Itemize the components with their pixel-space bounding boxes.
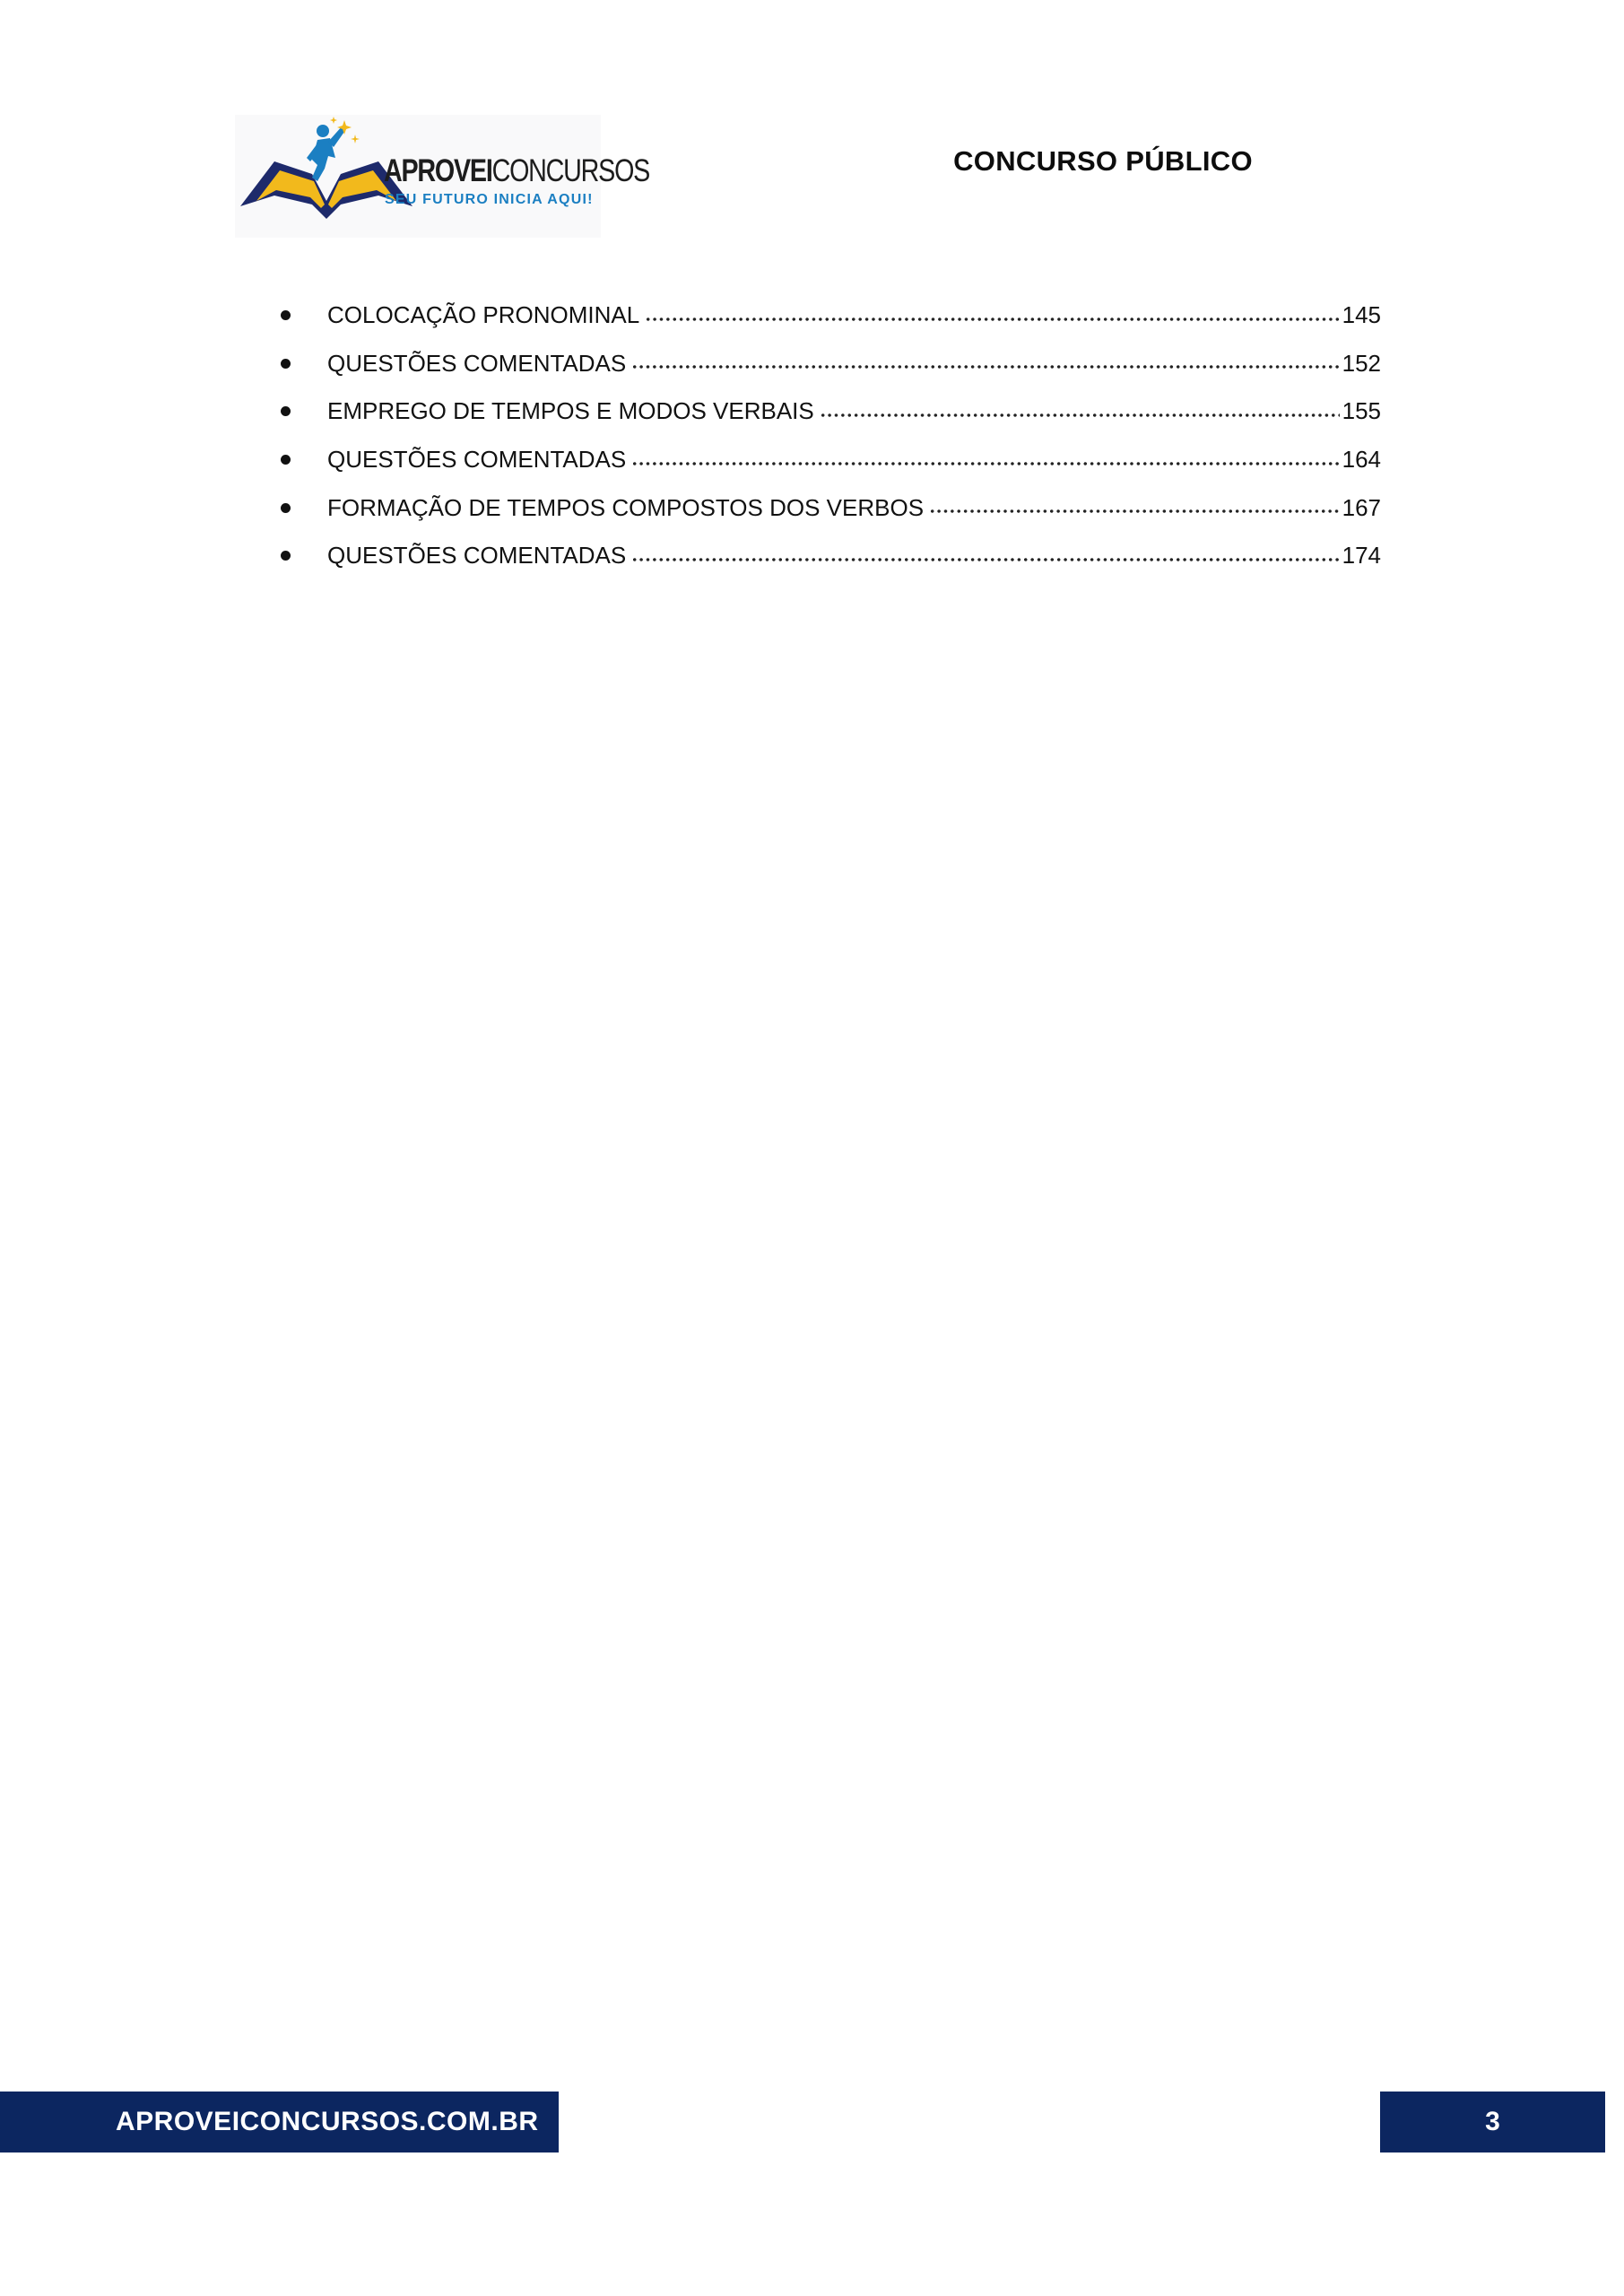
toc-entry-label: QUESTÕES COMENTADAS <box>327 349 627 377</box>
bullet-icon <box>274 503 327 513</box>
toc-entry[interactable] <box>274 436 1381 484</box>
toc-entry-label: FORMAÇÃO DE TEMPOS COMPOSTOS DOS VERBOS <box>327 493 925 521</box>
page-number: 3 <box>1485 2107 1500 2136</box>
toc-entry-page-number: 164 <box>1342 446 1381 474</box>
logo-tagline: SEU FUTURO INICIA AQUI! <box>385 192 594 207</box>
bullet-dot <box>281 359 291 369</box>
toc-entry-page-number: 145 <box>1342 301 1381 329</box>
bullet-dot <box>281 503 291 513</box>
bullet-icon <box>274 310 327 320</box>
footer-website-link[interactable]: APROVEICONCURSOS.COM.BR <box>116 2107 539 2136</box>
footer-page-number-box <box>1380 2092 1605 2152</box>
footer-website-bar <box>0 2092 559 2152</box>
bullet-icon <box>274 359 327 369</box>
toc-entry-page-number: 174 <box>1342 542 1381 570</box>
logo-brand-regular: CONCURSOS <box>491 153 650 188</box>
toc-dot-leader <box>631 358 1339 376</box>
document-title: CONCURSO PÚBLICO <box>953 145 1253 177</box>
toc-entry[interactable] <box>274 291 1381 340</box>
toc-entry-page-number: 155 <box>1342 397 1381 425</box>
toc-entry-label: QUESTÕES COMENTADAS <box>327 542 627 570</box>
bullet-icon <box>274 551 327 561</box>
toc-entry-page-number: 152 <box>1342 349 1381 377</box>
toc-entry-label: COLOCAÇÃO PRONOMINAL <box>327 301 640 329</box>
toc-dot-leader <box>631 551 1339 569</box>
toc-entry[interactable] <box>274 340 1381 388</box>
toc-entry[interactable] <box>274 387 1381 436</box>
aproveiconcursos-logo <box>235 115 650 238</box>
logo-brand-bold: APROVEI <box>384 153 492 188</box>
toc-dot-leader <box>631 455 1339 473</box>
table-of-contents <box>274 291 1381 580</box>
bullet-icon <box>274 406 327 416</box>
bullet-dot <box>281 455 291 465</box>
toc-entry[interactable] <box>274 532 1381 580</box>
bullet-icon <box>274 455 327 465</box>
bullet-dot <box>281 551 291 561</box>
bullet-dot <box>281 310 291 320</box>
toc-dot-leader <box>820 406 1340 424</box>
toc-entry-label: QUESTÕES COMENTADAS <box>327 446 627 474</box>
page-header <box>0 0 1624 269</box>
logo-wordmark <box>384 154 649 188</box>
toc-dot-leader <box>929 502 1340 520</box>
toc-entry-page-number: 167 <box>1342 493 1381 521</box>
toc-dot-leader <box>645 310 1339 328</box>
toc-entry-label: EMPREGO DE TEMPOS E MODOS VERBAIS <box>327 397 814 425</box>
toc-entry[interactable] <box>274 483 1381 532</box>
bullet-dot <box>281 406 291 416</box>
